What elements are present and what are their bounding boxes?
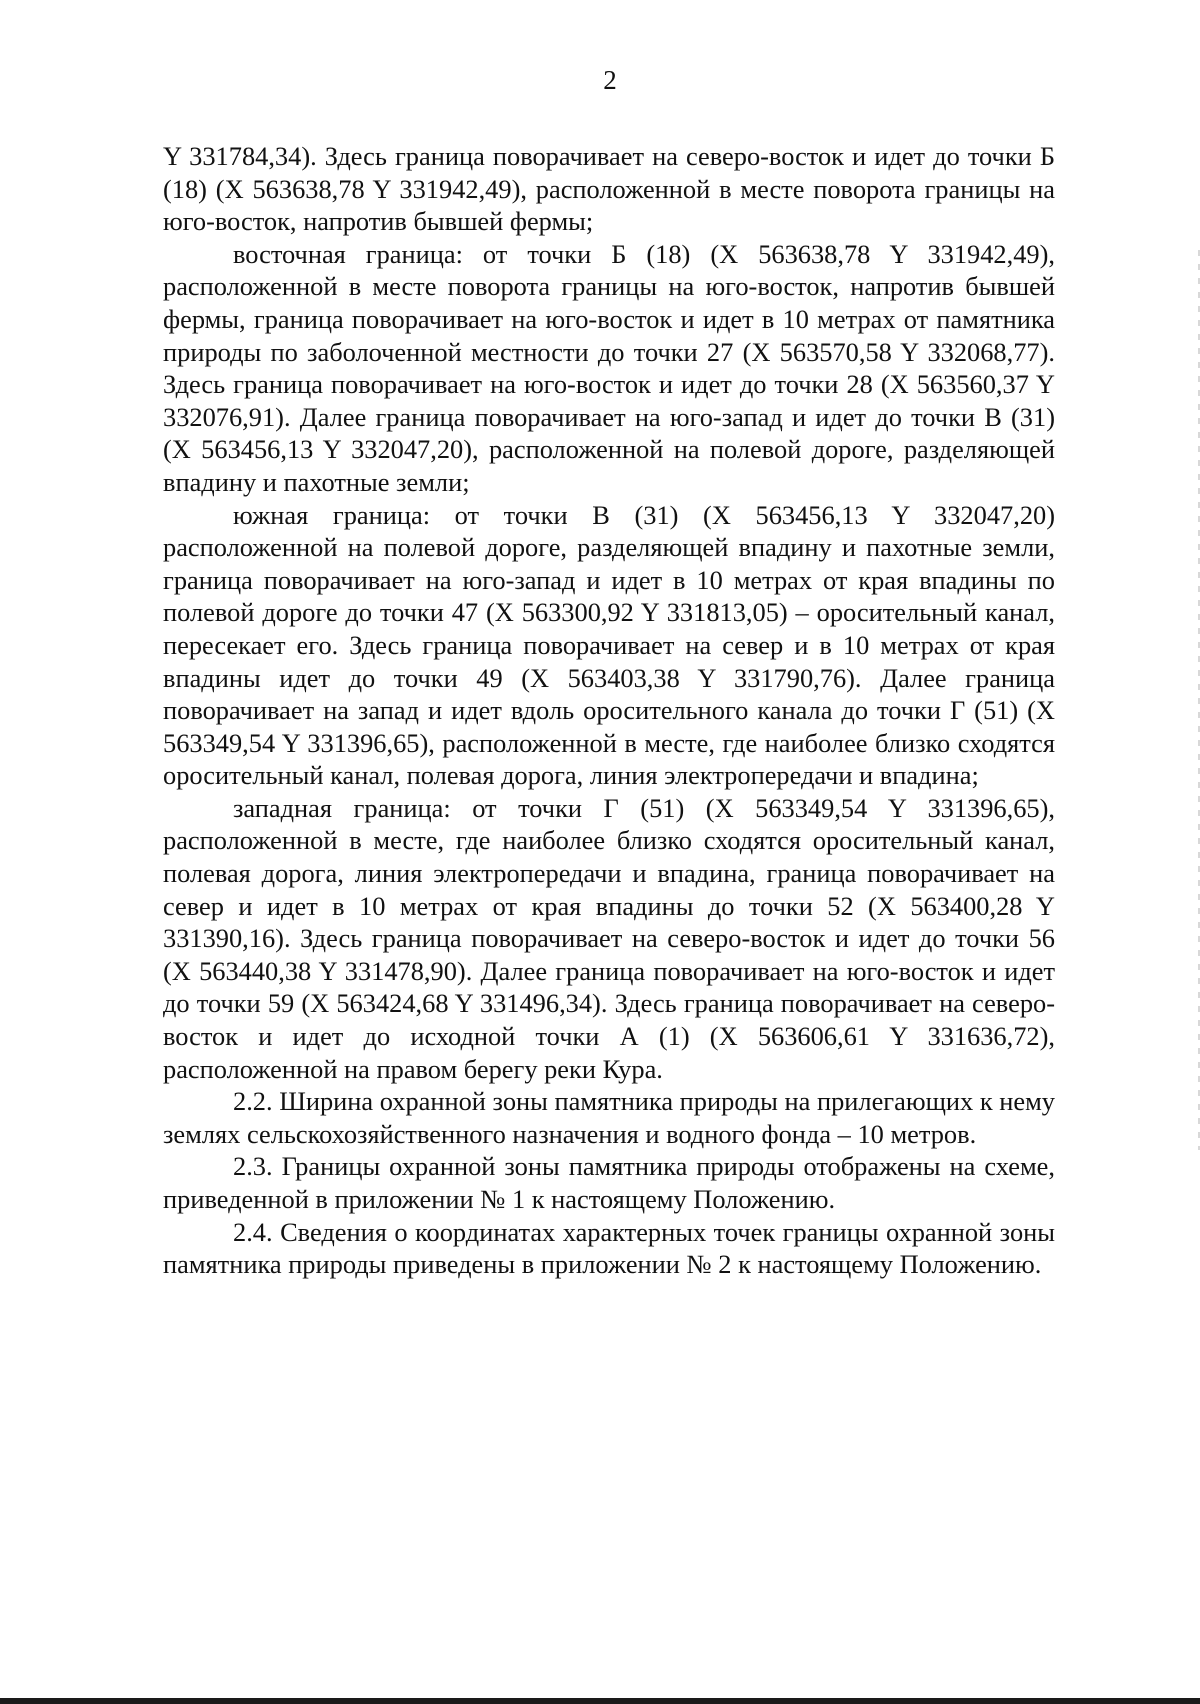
paragraph-continuation: Y 331784,34). Здесь граница поворачивает на северо-восток и идет до точки Б (18) (X 563638,78 Y 331942,49), расположенной в месте поворота границы на юго-восток, напротив бывшей фермы; [163,141,1055,237]
paragraph-2-2: 2.2. Ширина охранной зоны памятника природы на прилегающих к нему землях сельскохозяйственного назначения и водного фонда – 10 метров. [163,1086,1055,1149]
paragraph-east-boundary: восточная граница: от точки Б (18) (X 563638,78 Y 331942,49), расположенной в месте поворота границы на юго-восток, напротив бывшей фермы, граница поворачивает на юго-восток и идет в 10 метрах от памятника природы по заболоченной местности до точки 27 (X 563570,58 Y 332068,77). Здесь граница поворачивает на юго-восток и идет до точки 28 (X 563560,37 Y 332076,91). Далее граница поворачивает на юго-запад и идет до точки В (31) (X 563456,13 Y 332047,20), расположенной на полевой дороге, разделяющей впадину и пахотные земли; [163,238,1055,497]
paragraph-south-boundary: южная граница: от точки В (31) (X 563456,13 Y 332047,20) расположенной на полевой дороге, разделяющей впадину и пахотные земли, граница поворачивает на юго-запад и идет в 10 метрах от края впадины по полевой дороге до точки 47 (X 563300,92 Y 331813,05) – оросительный канал, пересекает его. Здесь граница поворачивает на север и в 10 метрах от края впадины идет до точки 49 (X 563403,38 Y 331790,76). Далее граница поворачивает на запад и идет вдоль оросительного канала до точки Г (51) (X 563349,54 Y 331396,65), расположенной в месте, где наиболее близко сходятся оросительный канал, полевая дорога, линия электропередачи и впадина; [163,499,1055,791]
scan-edge-bottom [0,1698,1200,1704]
paragraph-west-boundary: западная граница: от точки Г (51) (X 563349,54 Y 331396,65), расположенной в месте, где наиболее близко сходятся оросительный канал, полевая дорога, линия электропередачи и впадина, граница поворачивает на север и идет в 10 метрах от края впадины до точки 52 (X 563400,28 Y 331390,16). Здесь граница поворачивает на северо-восток и идет до точки 56 (X 563440,38 Y 331478,90). Далее граница поворачивает на юго-восток и идет до точки 59 (X 563424,68 Y 331496,34). Здесь граница поворачивает на северо-восток и идет до исходной точки А (1) (X 563606,61 Y 331636,72), расположенной на правом берегу реки Кура. [163,792,1055,1084]
page-number: 2 [603,65,617,95]
paragraph-2-4: 2.4. Сведения о координатах характерных точек границы охранной зоны памятника природы приведены в приложении № 2 к настоящему Положению. [163,1216,1055,1280]
document-body [163,140,1055,1281]
paragraph-2-3: 2.3. Границы охранной зоны памятника природы отображены на схеме, приведенной в приложении № 1 к настоящему Положению. [163,1151,1055,1214]
